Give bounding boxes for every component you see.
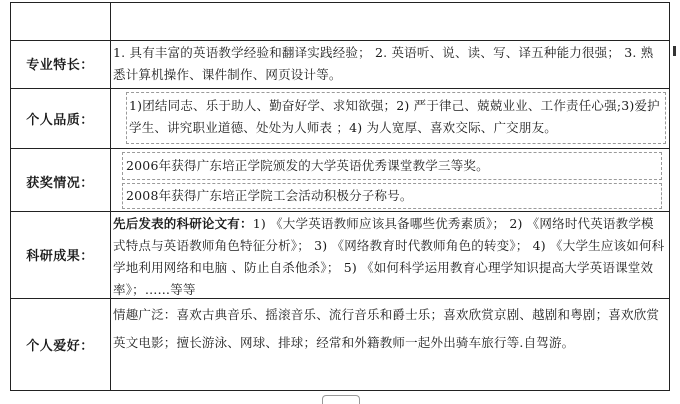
table-border-top [10, 2, 670, 3]
row-divider [10, 148, 670, 149]
awards-label: 获奖情况： [26, 176, 94, 191]
row-divider [10, 88, 670, 89]
character-text: 1)团结同志、乐于助人、勤奋好学、求知欲强；2) 严于律己、兢兢业业、工作责任心强;3)爱护学生、讲究职业道德、处处为人师表 ；4) 为人宽厚、喜欢交际、广交朋友。 [129, 98, 660, 135]
row-divider [10, 211, 670, 212]
page-tab-marker [322, 395, 360, 404]
speciality-text: 1. 具有丰富的英语教学经验和翻译实践经验； 2. 英语听、说、读、写、译五种能力很强； 3. 熟悉计算机操作、课件制作、网页设计等。 [113, 45, 654, 82]
award-item-1: 2006年获得广东培正学院颁发的大学英语优秀课堂教学三等奖。 [126, 158, 489, 173]
table-border-bottom [10, 390, 670, 391]
character-label: 个人品质： [26, 113, 94, 128]
award-item-2: 2008年获得广东培正学院工会活动积极分子称号。 [126, 188, 413, 203]
margin-marker [673, 46, 676, 56]
hobbies-text: 情趣广泛：喜欢古典音乐、摇滚音乐、流行音乐和爵士乐；喜欢欣赏京剧、越剧和粤剧；喜欢欣赏英文电影；擅长游泳、网球、排球；经常和外籍教师一起外出骑车旅行等.自驾游。 [113, 307, 660, 350]
speciality-label: 专业特长： [26, 58, 94, 73]
research-papers: 1) 《大学英语教师应该具备哪些优秀素质》； 2) 《网络时代英语教学模式特点与英语教师角色特征分析》； 3) 《网络教育时代教师角色的转变》； 4) 《大学生应该如何科学地利用网络和电脑 、防止自杀他杀》； 5) 《如何科学运用教育心理学知识提高大学英语课堂效率》；……等等 [113, 216, 665, 297]
research-label: 科研成果： [26, 249, 94, 264]
resume-table [10, 2, 670, 391]
research-lead: 先后发表的科研论文有： [113, 216, 253, 231]
row-divider [10, 40, 670, 41]
column-divider [110, 2, 111, 391]
research-text [113, 213, 665, 301]
hobbies-label: 个人爱好： [26, 339, 94, 354]
